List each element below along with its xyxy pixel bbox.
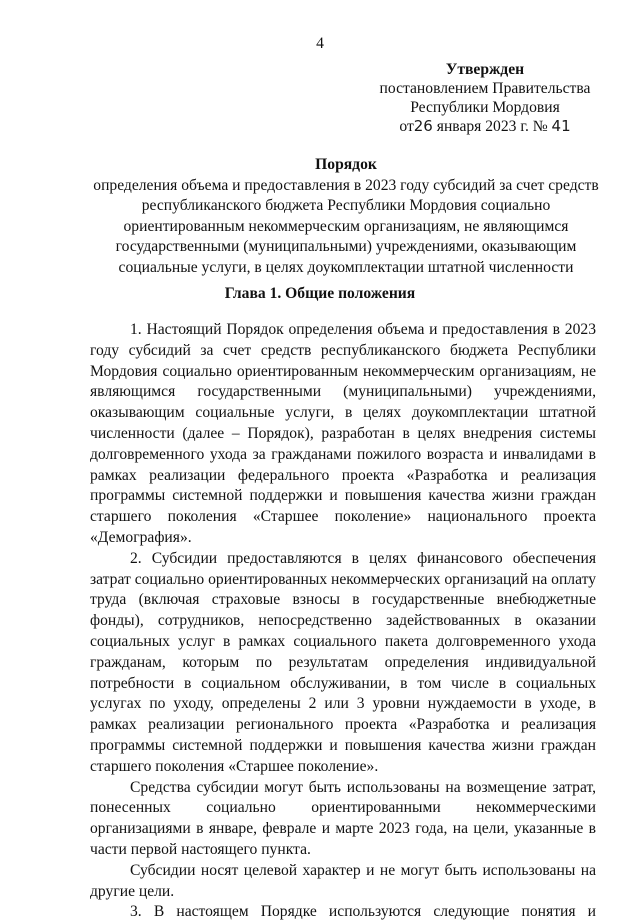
approval-stamp <box>360 60 610 136</box>
approval-line-2: Республики Мордовия <box>410 99 560 116</box>
paragraph-2: 2. Субсидии предоставляются в целях финансового обеспечения затрат социально ориентированных некоммерческих организаций на оплату труда (включая страховые взносы в государственные внебюджетные фонды), сотрудников, непосредственно задействованных в оказании социальных услуг в рамках социального пакета долговременного ухода гражданам, которым по результатам определения индивидуальной потребности в социальном обслуживании, в том числе в социальных услугах по уходу, определены 2 или 3 уровни нуждаемости в уходе, в рамках реализации регионального проекта «Разработка и реализация программы системной поддержки и повышения качества жизни граждан старшего поколения «Старшее поколение». <box>90 549 596 775</box>
document-title-block <box>90 155 602 278</box>
page-number: 4 <box>316 35 324 52</box>
document-subtitle: определения объема и предоставления в 2023 году субсидий за счет средств республиканского бюджета Республики Мордовия социально ориентированным некоммерческим организациям, не являющимся государственными (муниципальными) учреждениями, оказывающим социальные услуги, в целях доукомплектации штатной численности <box>93 176 599 276</box>
document-body <box>90 320 596 923</box>
approval-date-rest: января 2023 г. № <box>436 118 548 135</box>
paragraph-3: Средства субсидии могут быть использованы на возмещение затрат, понесенных социально ориентированными некоммерческими организациями в январе, феврале и марте 2023 года, на цели, указанные в части первой настоящего пункта. <box>90 778 596 858</box>
chapter-heading: Глава 1. Общие положения <box>224 285 416 302</box>
approval-heading: Утвержден <box>445 61 525 78</box>
approval-date-prefix: от <box>399 118 414 135</box>
approval-number: 41 <box>551 117 571 135</box>
paragraph-4: Субсидии носят целевой характер и не могут быть использованы на другие цели. <box>90 861 596 900</box>
approval-date-day: 26 <box>413 117 433 135</box>
paragraph-1: 1. Настоящий Порядок определения объема и предоставления в 2023 году субсидий за счет средств республиканского бюджета Республики Мордовия социально ориентированным некоммерческим организациям, не являющимся государственными (муниципальными) учреждениями, оказывающим социальные услуги, в целях доукомплектации штатной численности (далее – Порядок), разработан в целях внедрения системы долговременного ухода за гражданами пожилого возраста и инвалидами в рамках реализации федерального проекта «Разработка и реализация программы системной поддержки и повышения качества жизни граждан старшего поколения «Старшее поколение» национального проекта «Демография». <box>90 321 596 546</box>
document-title: Порядок <box>315 156 377 173</box>
approval-line-1: постановлением Правительства <box>379 80 591 97</box>
paragraph-5: 3. В настоящем Порядке используются следующие понятия и <box>130 903 596 921</box>
approval-date-line <box>360 117 610 136</box>
